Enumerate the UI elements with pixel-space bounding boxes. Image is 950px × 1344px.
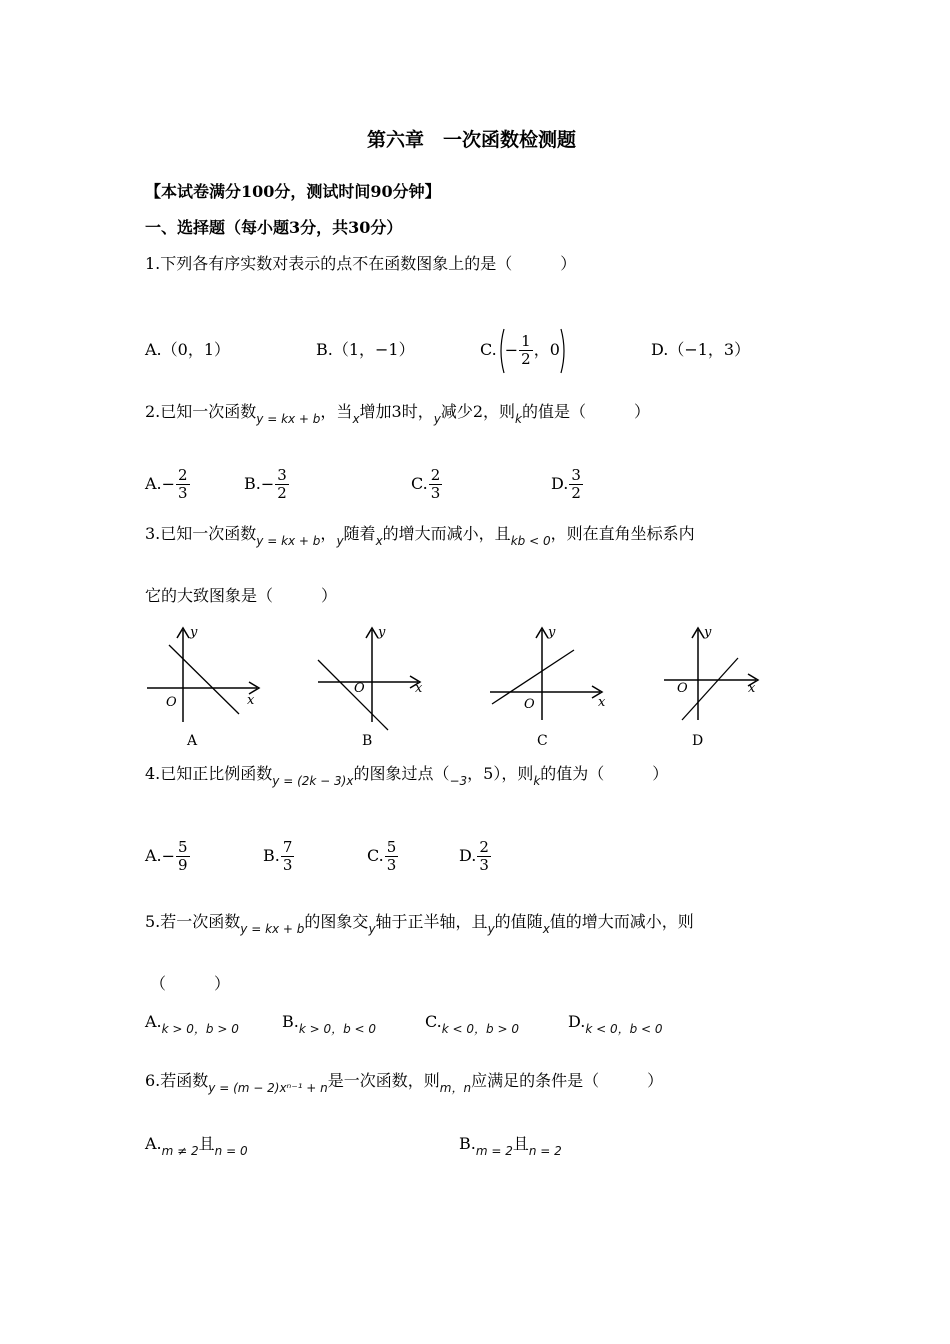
page-title: 第六章 一次函数检测题 <box>367 129 577 151</box>
q4-option-b: B. $\frac{7}{3}$ <box>263 838 293 874</box>
q5-option-d: $D._{k < 0,b < 0}$ <box>568 1012 663 1036</box>
graph-a-svg <box>145 620 275 730</box>
graph-c <box>488 620 618 755</box>
question-3-line-2: 它的大致图象是（ ） <box>145 586 338 605</box>
q6-option-a: $A._{m \ne 2}$且$_{n = 0}$ <box>145 1134 248 1158</box>
graph-b-svg <box>316 620 446 730</box>
q1-option-b: B.（1，−1） <box>316 340 415 359</box>
function-line <box>682 658 738 720</box>
origin-label: O <box>677 681 688 696</box>
x-label: x <box>598 695 606 710</box>
y-label: y <box>190 625 198 640</box>
graph-d-label: D <box>692 733 704 749</box>
q6-option-b: $B._{m = 2}$且$_{n = 2}$ <box>459 1134 562 1158</box>
q5-option-b: $B._{k > 0,b < 0}$ <box>282 1012 377 1036</box>
graph-a <box>145 620 275 755</box>
q4-option-d: D. $\frac{2}{3}$ <box>459 838 489 874</box>
y-label: y <box>548 625 556 640</box>
question-2: 2.已知一次函数$_{y = kx + b}$，当$_x$增加3时，$_y$减少2，则$_k$的值是（ ） <box>145 402 650 426</box>
graph-b-label: B <box>362 733 373 749</box>
right-paren <box>560 328 568 374</box>
graph-d <box>662 620 792 755</box>
y-label: y <box>378 625 386 640</box>
origin-label: O <box>166 695 177 710</box>
q4-option-c: C. $\frac{5}{3}$ <box>367 838 397 874</box>
function-line <box>318 660 388 730</box>
fraction: $\frac{1}{2}$ <box>521 332 531 368</box>
graph-b <box>316 620 446 755</box>
exam-note: 【本试卷满分100分，测试时间90分钟】 <box>145 182 441 201</box>
section-heading: 一、选择题（每小题3分，共30分） <box>145 218 403 237</box>
question-4: 4.已知正比例函数$_{y = (2k - 3)x}$的图象过点（$_{-3}$，5），则$_k$的值为（ ） <box>145 764 669 788</box>
function-line <box>169 645 239 714</box>
x-label: x <box>415 681 423 696</box>
x-label: x <box>748 681 756 696</box>
origin-label: O <box>354 681 365 696</box>
q1-option-a: A.（0，1） <box>145 340 231 359</box>
q2-option-d: D. $\frac{3}{2}$ <box>551 466 581 502</box>
y-label: y <box>704 625 712 640</box>
q5-option-a: $A._{k > 0,b > 0}$ <box>145 1012 239 1036</box>
q5-option-c: $C._{k < 0,b > 0}$ <box>425 1012 519 1036</box>
q1-option-c: C. − $\frac{1}{2}$ ，0 <box>480 326 568 375</box>
q1-option-d: D.（−1，3） <box>651 340 751 359</box>
q2-option-c: C. $\frac{2}{3}$ <box>411 466 441 502</box>
graph-a-label: A <box>187 733 198 749</box>
origin-label: O <box>524 697 535 712</box>
question-1: 1.下列各有序实数对表示的点不在函数图象上的是（ ） <box>145 254 577 273</box>
question-6: 6.若函数$_{y = (m - 2)x^{n-1} + n}$是一次函数，则$_{m,n}$应满足的条件是（ ） <box>145 1071 664 1095</box>
q4-option-a: A.− $\frac{5}{9}$ <box>145 838 188 874</box>
graph-c-svg <box>488 620 618 730</box>
graph-d-svg <box>662 620 792 730</box>
x-label: x <box>247 693 255 708</box>
graph-c-label: C <box>537 733 548 749</box>
question-3: 3.已知一次函数$_{y = kx + b}$，$_y$随着$_x$的增大而减小，且$_{kb < 0}$，则在直角坐标系内 <box>145 524 695 548</box>
question-5: 5.若一次函数$_{y = kx + b}$的图象交$_y$轴于正半轴，且$_y$的值随$_x$值的增大而减小，则 <box>145 912 694 936</box>
q2-option-b: B.− $\frac{3}{2}$ <box>244 466 287 502</box>
left-paren <box>497 328 505 374</box>
question-5-line-2: （ ） <box>150 974 231 993</box>
q2-option-a: A.− $\frac{2}{3}$ <box>145 466 188 502</box>
function-line <box>492 650 574 704</box>
